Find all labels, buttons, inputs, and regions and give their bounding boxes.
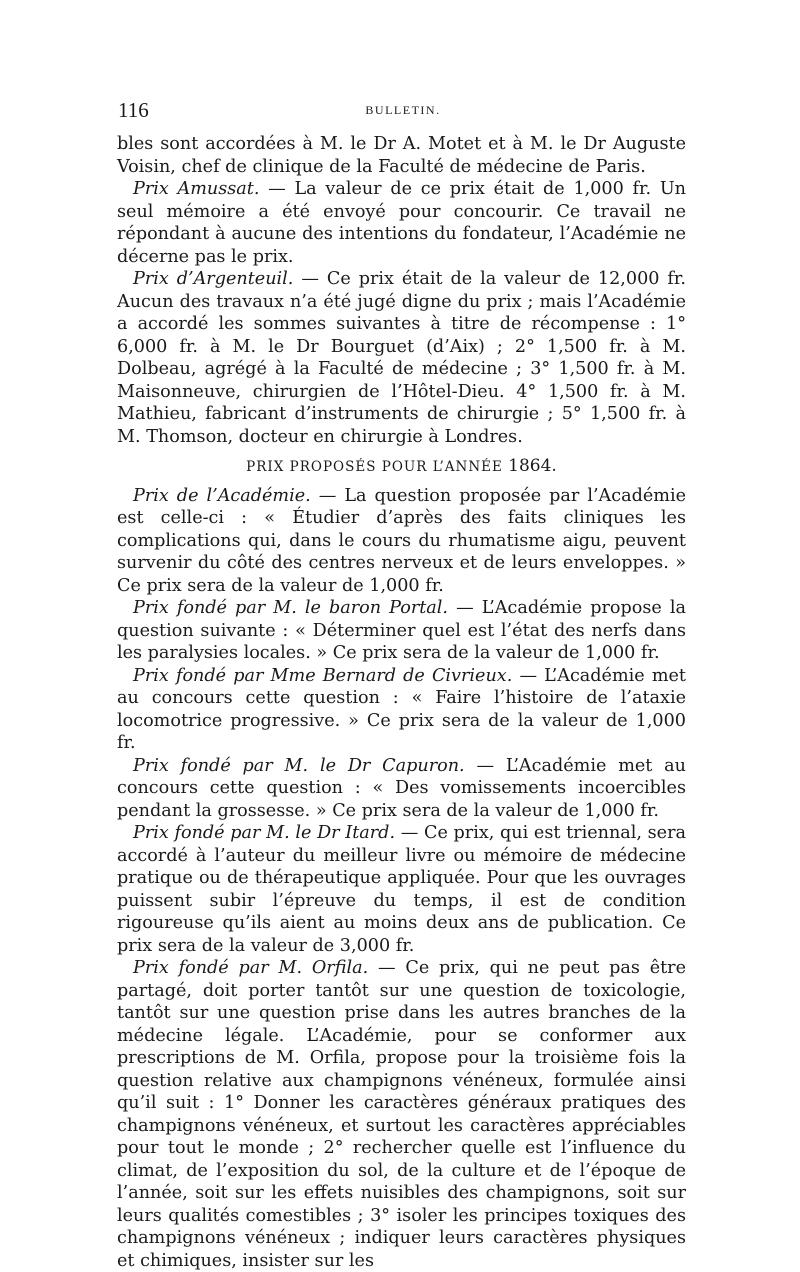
paragraph-prix-academie (117, 485, 686, 598)
paragraph-prix-amussat (117, 178, 686, 268)
section-heading-year: 1864. (508, 456, 557, 476)
prize-name: Prix fondé par Mme Bernard de Civrieux. (133, 665, 513, 686)
paragraph-text: bles sont accordées à M. le Dr A. Motet et à M. le Dr Auguste Voisin, chef de clinique de la Faculté de médecine de Paris. (117, 134, 686, 177)
section-heading-label: PRIX PROPOSÉS POUR L’ANNÉE (246, 459, 503, 475)
page-number: 116 (118, 98, 149, 122)
paragraph-text: — Ce prix, qui ne peut pas être partagé, doit porter tantôt sur une question de toxicologie, tantôt sur une question prise dans les autres branches de la médecine légale. L’Académie, pour se conformer aux prescriptions de M. Orfila, propose pour la troisième fois la question relative aux champignons vénéneux, formulée ainsi qu’il suit : 1° Donner les caractères généraux pratiques des champignons vénéneux, et surtout les caractères appréciables pour tout le monde ; 2° rechercher quelle est l’influence du climat, de l’exposition du sol, de la culture et de l’époque de l’année, soit sur les effets nuisibles des champignons, soit sur leurs qualités comestibles ; 3° isoler les principes toxiques des champignons vénéneux ; indiquer leurs caractères physiques et chimiques, insister sur les (117, 958, 686, 1271)
paragraph-text: — Ce prix, qui est triennal, sera accordé à l’auteur du meilleur livre ou mémoire de médecine pratique ou de thérapeutique appliquée. Pour que les ouvrages puissent subir l’épreuve du temps, il est de condition rigoureuse qu’ils aient au moins deux ans de publication. Ce prix sera de la valeur de 3,000 fr. (117, 823, 686, 956)
prize-name: Prix fondé par M. le Dr Capuron. (133, 755, 465, 776)
paragraph-prix-portal (117, 597, 686, 665)
section-heading (117, 455, 686, 479)
paragraph-text: — L’Académie met au concours cette question : « Faire l’histoire de l’ataxie locomotrice progressive. » Ce prix sera de la valeur de 1,000 fr. (117, 665, 686, 753)
paragraph-continuation (117, 133, 686, 178)
paragraph-prix-itard (117, 822, 686, 957)
paragraph-prix-capuron (117, 755, 686, 823)
prize-name: Prix fondé par M. le baron Portal. (133, 598, 449, 618)
body-text (117, 133, 686, 1272)
paragraph-prix-argenteuil (117, 268, 686, 448)
paragraph-prix-civrieux (117, 665, 686, 755)
prize-name: Prix d’Argenteuil. (133, 269, 294, 289)
paragraph-prix-orfila (117, 957, 686, 1272)
paragraph-text: — Ce prix était de la valeur de 12,000 fr. Aucun des travaux n’a été jugé digne du prix ; mais l’Académie a accordé les sommes suivantes à titre de récompense : 1° 6,000 fr. à M. le Dr Bourguet (d’Aix) ; 2° 1,500 fr. à M. Dolbeau, agrégé à la Faculté de médecine ; 3° 1,500 fr. à M. Maisonneuve, chirurgien de l’Hôtel-Dieu. 4° 1,500 fr. à M. Mathieu, fabricant d’instruments de chirurgie ; 5° 1,500 fr. à M. Thomson, docteur en chirurgie à Londres. (117, 269, 686, 447)
prize-name: Prix de l’Académie. (133, 485, 311, 506)
paragraph-text: — La valeur de ce prix était de 1,000 fr. Un seul mémoire a été envoyé pour concourir. Ce travail ne répondant à aucune des intentions du fondateur, l’Académie ne décerne pas le prix. (117, 179, 686, 267)
page-header (118, 98, 688, 128)
paragraph-text: — L’Académie propose la question suivante : « Déterminer quel est l’état des nerfs dans les paralysies locales. » Ce prix sera de la valeur de 1,000 fr. (117, 598, 686, 663)
paragraph-text: — L’Académie met au concours cette question : « Des vomissements incoercibles pendant la grossesse. » Ce prix sera de la valeur de 1,000 fr. (117, 755, 687, 821)
prize-name: Prix Amussat. (133, 179, 260, 199)
paragraph-text: — La question proposée par l’Académie est celle-ci : « Étudier d’après des faits cliniques les complications qui, dans le cours du rhumatisme aigu, peuvent survenir du côté des centres nerveux et de leurs enveloppes. » Ce prix sera de la valeur de 1,000 fr. (117, 485, 686, 596)
prize-name: Prix fondé par M. le Dr Itard. (133, 823, 396, 843)
prize-name: Prix fondé par M. Orfila. (133, 958, 369, 978)
running-title: BULLETIN. (365, 103, 441, 117)
